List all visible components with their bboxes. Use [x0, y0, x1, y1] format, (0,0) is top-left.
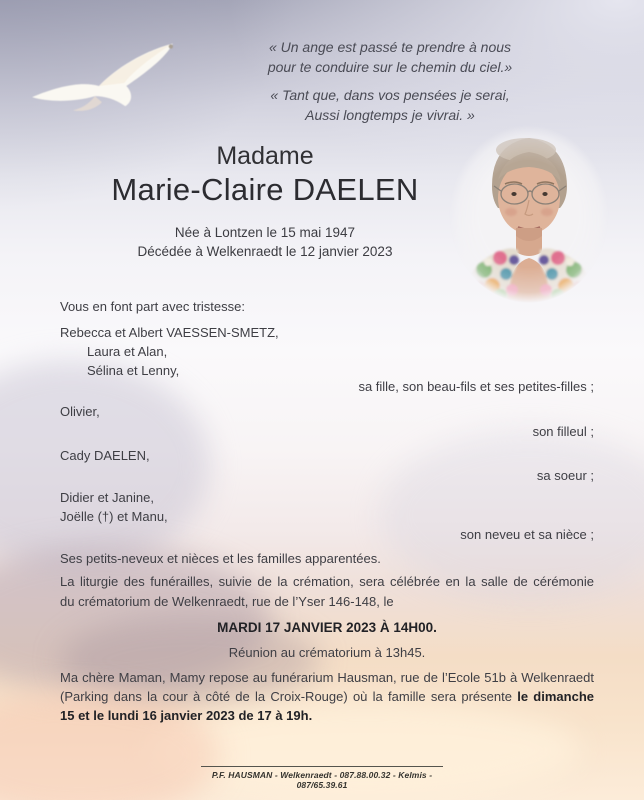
visitation-text: (Parking dans la cour à côté de la Croix-Rouge) où la famille sera présente — [60, 689, 518, 704]
announcement-closing: Ses petits-neveux et nièces et les familles apparentées. — [60, 551, 381, 566]
family-name-line: Didier et Janine, — [60, 490, 154, 505]
birth-death-dates — [55, 223, 475, 261]
family-name-line: Laura et Alan, — [87, 344, 168, 359]
ceremony-meeting: Réunion au crématorium à 13h45. — [228, 645, 426, 660]
funeral-home-footer — [201, 766, 443, 790]
deceased-name: Marie-Claire DAELEN — [111, 172, 419, 207]
family-name-line: Rebecca et Albert VAESSEN-SMETZ, — [60, 325, 279, 340]
visitation-line: Ma chère Maman, Mamy repose au funérarium Hausman, rue de l’Ecole 51b à Welkenraedt — [60, 670, 594, 685]
dove-image — [28, 40, 180, 132]
quote-line: pour te conduire sur le chemin du ciel.» — [267, 58, 513, 75]
family-name-line: Joëlle (†) et Manu, — [60, 509, 168, 524]
salutation: Madame — [216, 142, 314, 170]
visitation-line — [60, 688, 594, 705]
memorial-quotes — [233, 38, 547, 125]
family-name-line: Sélina et Lenny, — [87, 363, 180, 378]
announcement-intro: Vous en font part avec tristesse: — [60, 299, 245, 314]
death-line: Décédée à Welkenraedt le 12 janvier 2023 — [137, 244, 393, 259]
ceremony-date-time: MARDI 17 JANVIER 2023 À 14H00. — [217, 620, 437, 635]
relation-line: sa fille, son beau-fils et ses petites-filles ; — [358, 379, 594, 394]
quote-line: Aussi longtemps je vivrai. » — [305, 106, 475, 123]
liturgy-line: La liturgie des funérailles, suivie de la crémation, sera célébrée en la salle de cérémonie — [60, 574, 594, 589]
quote-line: « Un ange est passé te prendre à nous — [268, 39, 512, 55]
funeral-home-contact: P.F. HAUSMAN - Welkenraedt - 087.88.00.32 - Kelmis - 087/65.39.61 — [211, 770, 433, 790]
birth-line: Née à Lontzen le 15 mai 1947 — [174, 225, 356, 240]
visitation-line: 15 et le lundi 16 janvier 2023 de 17 à 19h. — [60, 708, 313, 723]
quote-line: « Tant que, dans vos pensées je serai, — [270, 87, 510, 103]
family-name-line: Olivier, — [60, 404, 100, 419]
relation-line: son neveu et sa nièce ; — [460, 527, 594, 542]
relation-line: sa soeur ; — [536, 468, 594, 483]
liturgy-line: du crématorium de Welkenraedt, rue de l’Yser 146-148, le — [60, 594, 394, 609]
visitation-bold-text: le dimanche — [517, 689, 594, 704]
relation-line: son filleul ; — [532, 424, 594, 439]
family-name-line: Cady DAELEN, — [60, 448, 150, 463]
deceased-header — [55, 142, 475, 261]
